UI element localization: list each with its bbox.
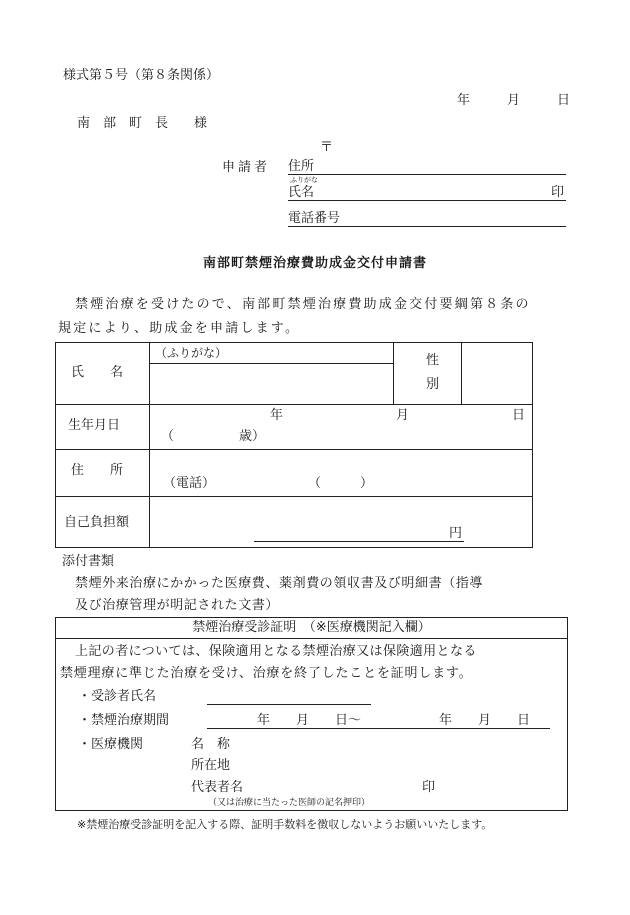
- sex-label-2: 別: [426, 377, 440, 392]
- age-field: （ 歳）: [161, 429, 266, 444]
- institution-label: ・医療機関: [78, 737, 144, 752]
- address-field[interactable]: [288, 158, 566, 175]
- date-month: 月: [507, 93, 521, 108]
- address-input-cell[interactable]: [150, 450, 532, 496]
- treatment-period-label: ・禁煙治療期間: [78, 713, 170, 728]
- seal-mark: 印: [550, 185, 564, 200]
- sex-input-cell[interactable]: [462, 343, 532, 404]
- birth-year: 年: [270, 408, 284, 423]
- applicant-table: [55, 342, 533, 548]
- phone-cell: （電話）: [163, 476, 216, 491]
- intro-line-1: 禁煙治療を受けたので、南部町禁煙治療費助成金交付要綱第８条の: [75, 297, 531, 312]
- name-field[interactable]: [288, 184, 566, 201]
- addressee: 南 部 町 長 様: [77, 116, 208, 131]
- furigana-header: （ふりがな）: [155, 346, 228, 360]
- period-to: 年 月 日: [439, 713, 531, 728]
- name-cell-label: 氏 名: [71, 365, 124, 380]
- name-label: 氏名: [288, 185, 315, 200]
- document-title: 南部町禁煙治療費助成金交付申請書: [202, 256, 427, 271]
- period-from: 年 月 日～: [257, 713, 362, 728]
- certificate-text-2: 禁煙理療に準じた治療を受け、治療を終了したことを証明します。: [60, 666, 473, 681]
- form-number: 様式第５号（第８条関係）: [63, 68, 220, 83]
- footnote: ※禁煙治療受診証明を記入する際、証明手数料を徴収しないようお願いいたします。: [77, 818, 493, 831]
- postal-mark: 〒: [320, 140, 334, 155]
- treatment-certificate-box: [55, 617, 568, 811]
- institution-name-label: 名 称: [191, 737, 231, 752]
- date-year: 年: [457, 93, 471, 108]
- institution-rep-label: 代表者名: [191, 780, 244, 795]
- intro-line-2: 規定により、助成金を申請します。: [58, 321, 301, 336]
- phone-field[interactable]: [288, 210, 566, 227]
- address-cell-label: 住 所: [71, 463, 124, 478]
- phone-label: 電話番号: [288, 211, 341, 226]
- certificate-title: 禁煙治療受診証明 （※医療機関記入欄）: [192, 620, 431, 635]
- applicant-label: 申請者: [222, 160, 271, 175]
- patient-name-input[interactable]: [207, 689, 371, 705]
- certificate-text-1: 上記の者については、保険適用となる禁煙治療又は保険適用となる: [75, 644, 477, 659]
- attachments-line-1: 禁煙外来治療にかかった医療費、薬剤費の領収書及び明細書（指導: [75, 576, 484, 591]
- birth-day: 日: [512, 408, 526, 423]
- treatment-period-input[interactable]: [207, 712, 550, 729]
- sign-note: （又は治療に当たった医師の記名押印）: [208, 798, 371, 808]
- institution-seal-mark: 印: [422, 780, 436, 795]
- name-input-cell[interactable]: [150, 364, 393, 404]
- patient-name-label: ・受診者氏名: [78, 689, 157, 704]
- institution-location-label: 所在地: [191, 758, 231, 773]
- birth-month: 月: [396, 408, 410, 423]
- yen-unit: 円: [448, 526, 462, 541]
- address-label: 住所: [288, 159, 315, 174]
- sex-label-1: 性: [426, 353, 440, 368]
- copay-cell-label: 自己負担額: [64, 515, 130, 530]
- furigana-small: ふりがな: [290, 176, 318, 184]
- attachments-line-2: 及び治療管理が明記された文書）: [75, 598, 280, 613]
- date-day: 日: [557, 93, 571, 108]
- copay-input[interactable]: [254, 525, 464, 542]
- phone-paren: （ ）: [308, 476, 374, 491]
- attachments-heading: 添付書類: [62, 554, 115, 569]
- birth-cell-label: 生年月日: [68, 418, 121, 433]
